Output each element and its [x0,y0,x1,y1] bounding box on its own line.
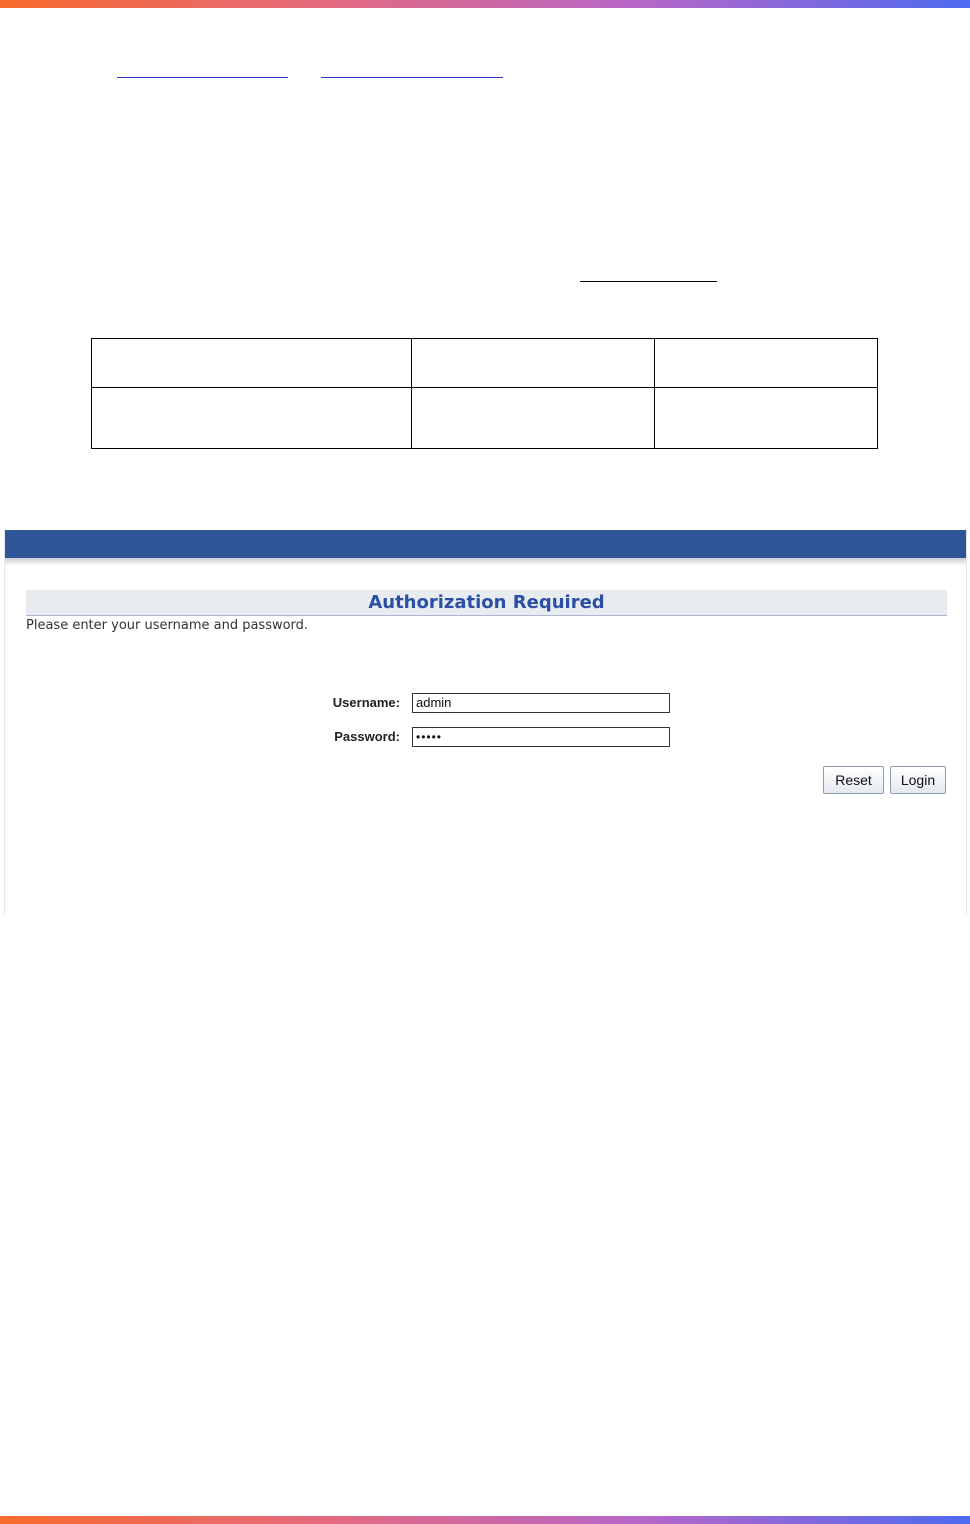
username-label: Username: [332,695,400,710]
auth-subtitle: Please enter your username and password. [26,618,309,633]
auth-title: Authorization Required [26,590,947,616]
table-cell [655,339,878,388]
link-underline-2[interactable] [321,77,503,78]
link-underline-1[interactable] [117,77,288,78]
password-input[interactable]: ••••• [412,727,670,747]
username-input[interactable]: admin [412,693,670,713]
table-cell [92,388,412,449]
heading-underline [580,281,717,282]
login-screenshot [4,530,967,914]
table-cell [412,388,655,449]
header-shadow [5,558,966,566]
table-cell [92,339,412,388]
bottom-gradient-bar [0,1516,970,1524]
table-row [92,388,878,449]
table-cell [655,388,878,449]
top-gradient-bar [0,0,970,8]
table-cell [412,339,655,388]
reset-button[interactable]: Reset [823,766,884,794]
login-header-bar [5,530,966,558]
password-label: Password: [334,729,400,744]
table-row [92,339,878,388]
empty-table [91,338,878,449]
login-button[interactable]: Login [890,766,946,794]
